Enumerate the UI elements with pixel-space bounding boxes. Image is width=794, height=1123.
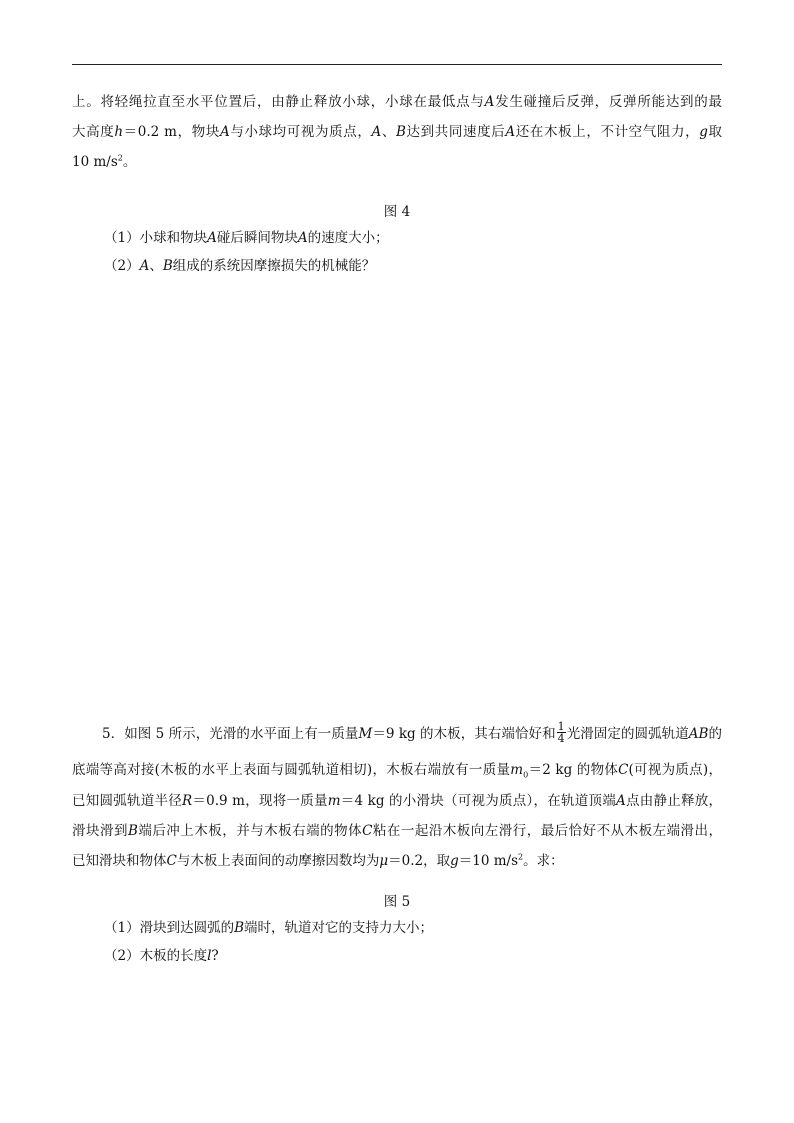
q5-text-line-4: 滑块滑到B端后冲上木板，并与木板右端的物体C粘在一起沿木板向左滑行，最后恰好不从木板左端滑出，	[72, 823, 723, 839]
quarter-fraction: $\frac{1}{4}$	[557, 720, 565, 745]
q5-subquestion-2: （2）木板的长度l?	[104, 948, 219, 964]
q5-text-line-5: 已知滑块和物体C与木板上表面间的动摩擦因数均为μ＝0.2，取g＝10 $m/s^2$。求：	[72, 852, 564, 869]
q5-subquestion-1: （1）滑块到达圆弧的B端时，轨道对它的支持力大小；	[104, 920, 434, 936]
q5-figure-caption: 图 5	[383, 894, 411, 910]
q5-text-line-2: 底端等高对接(木板的水平上表面与圆弧轨道相切)，木板右端放有一质量$m_0=2$ kg 的物体C(可视为质点)，	[72, 762, 722, 780]
q4-text-line-3: 10 $m/s^2$。	[72, 153, 137, 170]
q4-text-line-1: 上。将轻绳拉直至水平位置后，由静止释放小球，小球在最低点与A发生碰撞后反弹，反弹所能达到的最	[72, 94, 723, 110]
q4-figure-caption: 图 4	[383, 204, 411, 220]
q5-text-line-1: 5．如图 5 所示，光滑的水平面上有一质量M＝9 kg 的木板，其右端恰好和 $\frac{1}{4}$ 光滑固定的圆弧轨道AB的	[102, 720, 723, 745]
q5-text-line-3: 已知圆弧轨道半径R＝0.9 m，现将一质量m＝4 kg 的小滑块（可视为质点），在轨道顶端A点由静止释放，	[72, 793, 723, 809]
q4-text-line-2: 大高度h＝0.2 m，物块A与小球均可视为质点，A、B达到共同速度后A还在木板上，不计空气阻力，g取	[72, 124, 723, 140]
q4-subquestion-1: （1）小球和物块A碰后瞬间物块A的速度大小；	[104, 230, 389, 246]
q4-subquestion-2: （2）A、B组成的系统因摩擦损失的机械能？	[104, 258, 376, 274]
header-rule	[72, 64, 722, 65]
